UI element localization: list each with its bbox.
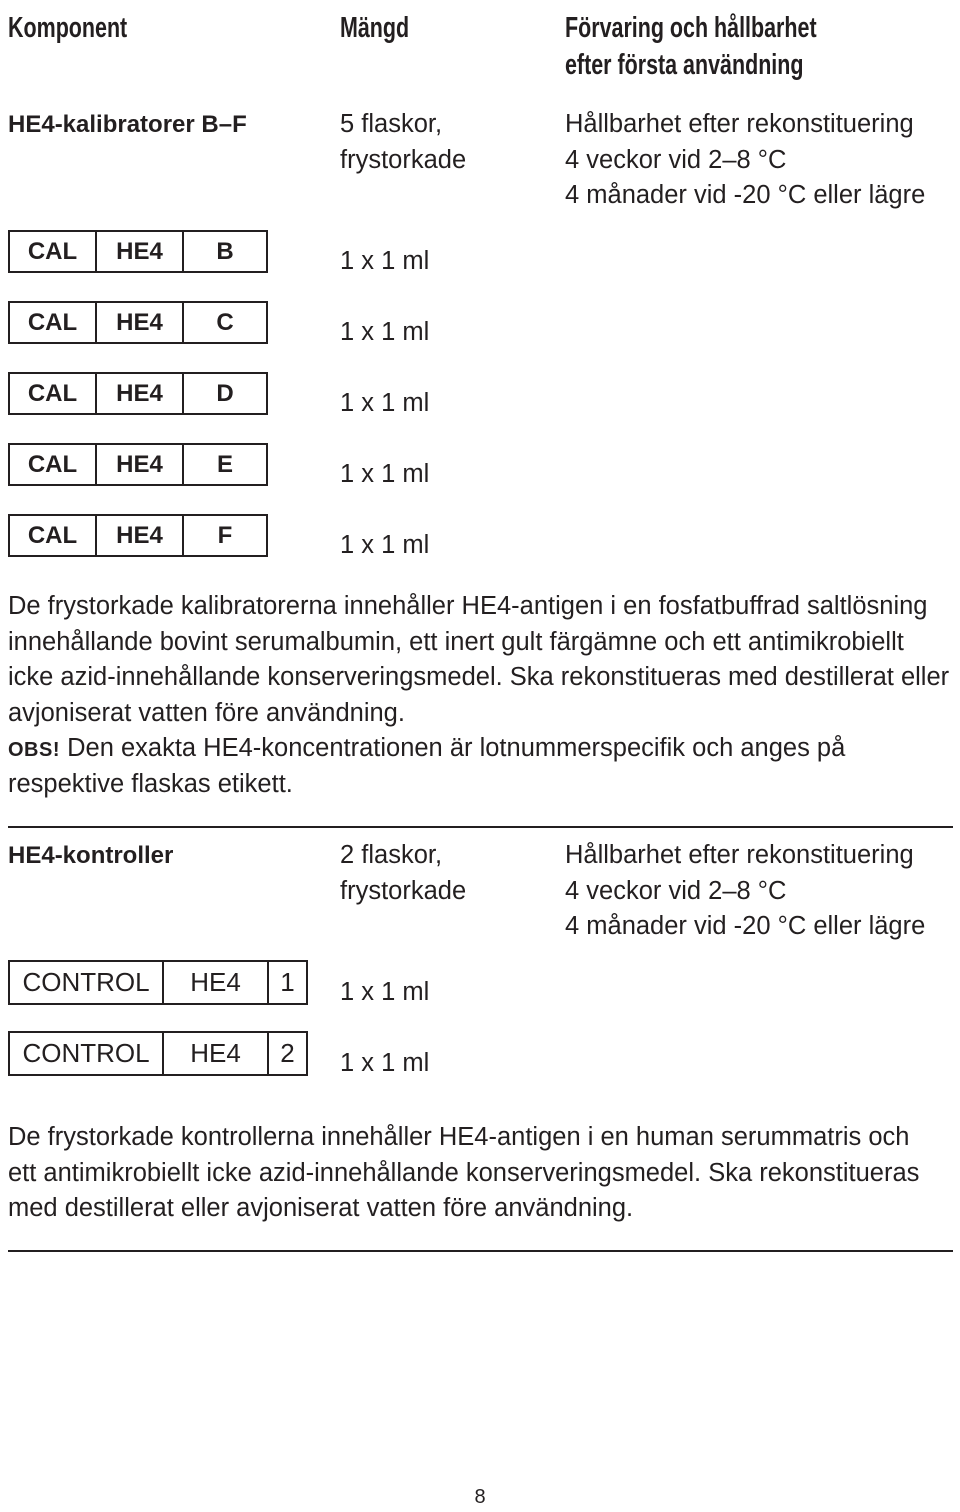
vial-label-type: CAL bbox=[27, 308, 78, 336]
calibrators-quantity bbox=[340, 107, 466, 178]
column-header-quantity bbox=[340, 10, 433, 47]
vial-label-analyte: HE4 bbox=[162, 1033, 267, 1074]
vial-label-control-2 bbox=[8, 1031, 308, 1076]
vial-volume: 1 x 1 ml bbox=[340, 1049, 430, 1077]
description-line: innehållande bovint serumalbumin, ett inert gult färgämne och ett antimikrobiellt bbox=[8, 627, 904, 656]
column-header-component bbox=[8, 10, 169, 47]
calibrators-storage-line: 4 månader vid -20 °C eller lägre bbox=[565, 181, 926, 209]
column-header-quantity-label: Mängd bbox=[340, 12, 410, 44]
vial-label-level: C bbox=[182, 303, 266, 342]
calibrators-storage bbox=[565, 107, 925, 214]
description-line: icke azid-innehållande konserveringsmedel. Ska rekonstitueras med destillerat eller bbox=[8, 663, 950, 691]
vial-volume: 1 x 1 ml bbox=[340, 460, 430, 488]
note-line: respektive flaskas etikett. bbox=[8, 769, 293, 798]
vial-label-type: CAL bbox=[27, 379, 78, 407]
description-line: med destillerat eller avjoniserat vatten före användning. bbox=[8, 1194, 634, 1222]
note-text: Den exakta HE4-koncentrationen är lotnummerspecifik och anges på bbox=[67, 734, 846, 762]
controls-description bbox=[8, 1120, 919, 1227]
vial-volume: 1 x 1 ml bbox=[340, 318, 430, 346]
description-line: De frystorkade kalibratorerna innehåller HE4-antigen i en fosfatbuffrad saltlösning bbox=[8, 592, 928, 620]
controls-storage-line: Hållbarhet efter rekonstituering bbox=[565, 841, 914, 869]
controls-storage-line: 4 månader vid -20 °C eller lägre bbox=[565, 912, 926, 940]
vial-label-cal-d bbox=[8, 372, 268, 415]
vial-label-cal-e bbox=[8, 443, 268, 486]
calibrators-description bbox=[8, 589, 949, 802]
vial-label-analyte: HE4 bbox=[95, 516, 182, 555]
controls-name: HE4-kontroller bbox=[8, 842, 174, 869]
controls-storage-line: 4 veckor vid 2–8 °C bbox=[565, 876, 787, 905]
controls-storage bbox=[565, 838, 925, 945]
controls-quantity-line: frystorkade bbox=[340, 876, 467, 905]
description-line: avjoniserat vatten före användning. bbox=[8, 698, 405, 727]
column-header-storage-line: Förvaring och hållbarhet bbox=[565, 12, 817, 44]
column-header-storage bbox=[565, 10, 905, 84]
controls-quantity bbox=[340, 838, 466, 909]
calibrators-storage-line: Hållbarhet efter rekonstituering bbox=[565, 110, 914, 138]
vial-label-analyte: HE4 bbox=[95, 445, 182, 484]
vial-label-analyte: HE4 bbox=[162, 962, 267, 1003]
note-label: OBS! bbox=[8, 739, 60, 761]
vial-label-level: B bbox=[182, 232, 266, 271]
section-divider bbox=[8, 826, 953, 828]
description-line: ett antimikrobiellt icke azid-innehållande konserveringsmedel. Ska rekonstitueras bbox=[8, 1158, 920, 1187]
vial-label-analyte: HE4 bbox=[95, 232, 182, 271]
vial-label-level: 1 bbox=[267, 962, 306, 1003]
column-header-storage-line: efter första användning bbox=[565, 49, 804, 81]
calibrators-quantity-line: 5 flaskor, bbox=[340, 110, 443, 138]
vial-label-analyte: HE4 bbox=[95, 374, 182, 413]
vial-label-type: CAL bbox=[27, 450, 78, 478]
vial-volume: 1 x 1 ml bbox=[340, 389, 430, 417]
column-header-component-label: Komponent bbox=[8, 12, 128, 44]
vial-label-control-1 bbox=[8, 960, 308, 1005]
page-number: 8 bbox=[474, 1486, 486, 1508]
vial-label-type: CONTROL bbox=[22, 1038, 150, 1068]
note-line bbox=[8, 731, 949, 767]
section-divider bbox=[8, 1250, 953, 1252]
calibrators-quantity-line: frystorkade bbox=[340, 145, 467, 174]
vial-label-type: CAL bbox=[27, 521, 78, 549]
vial-label-type: CONTROL bbox=[22, 967, 150, 997]
description-line: De frystorkade kontrollerna innehåller HE4-antigen i en human serummatris och bbox=[8, 1123, 910, 1151]
vial-volume: 1 x 1 ml bbox=[340, 247, 430, 275]
vial-label-cal-c bbox=[8, 301, 268, 344]
controls-quantity-line: 2 flaskor, bbox=[340, 841, 443, 869]
vial-label-level: 2 bbox=[267, 1033, 306, 1074]
vial-label-analyte: HE4 bbox=[95, 303, 182, 342]
vial-volume: 1 x 1 ml bbox=[340, 978, 430, 1006]
calibrators-name: HE4-kalibratorer B–F bbox=[8, 111, 247, 138]
vial-label-level: E bbox=[182, 445, 266, 484]
vial-volume: 1 x 1 ml bbox=[340, 531, 430, 559]
vial-label-level: D bbox=[182, 374, 266, 413]
vial-label-cal-b bbox=[8, 230, 268, 273]
calibrators-storage-line: 4 veckor vid 2–8 °C bbox=[565, 145, 787, 174]
vial-label-level: F bbox=[182, 516, 266, 555]
vial-label-cal-f bbox=[8, 514, 268, 557]
vial-label-type: CAL bbox=[27, 237, 78, 265]
